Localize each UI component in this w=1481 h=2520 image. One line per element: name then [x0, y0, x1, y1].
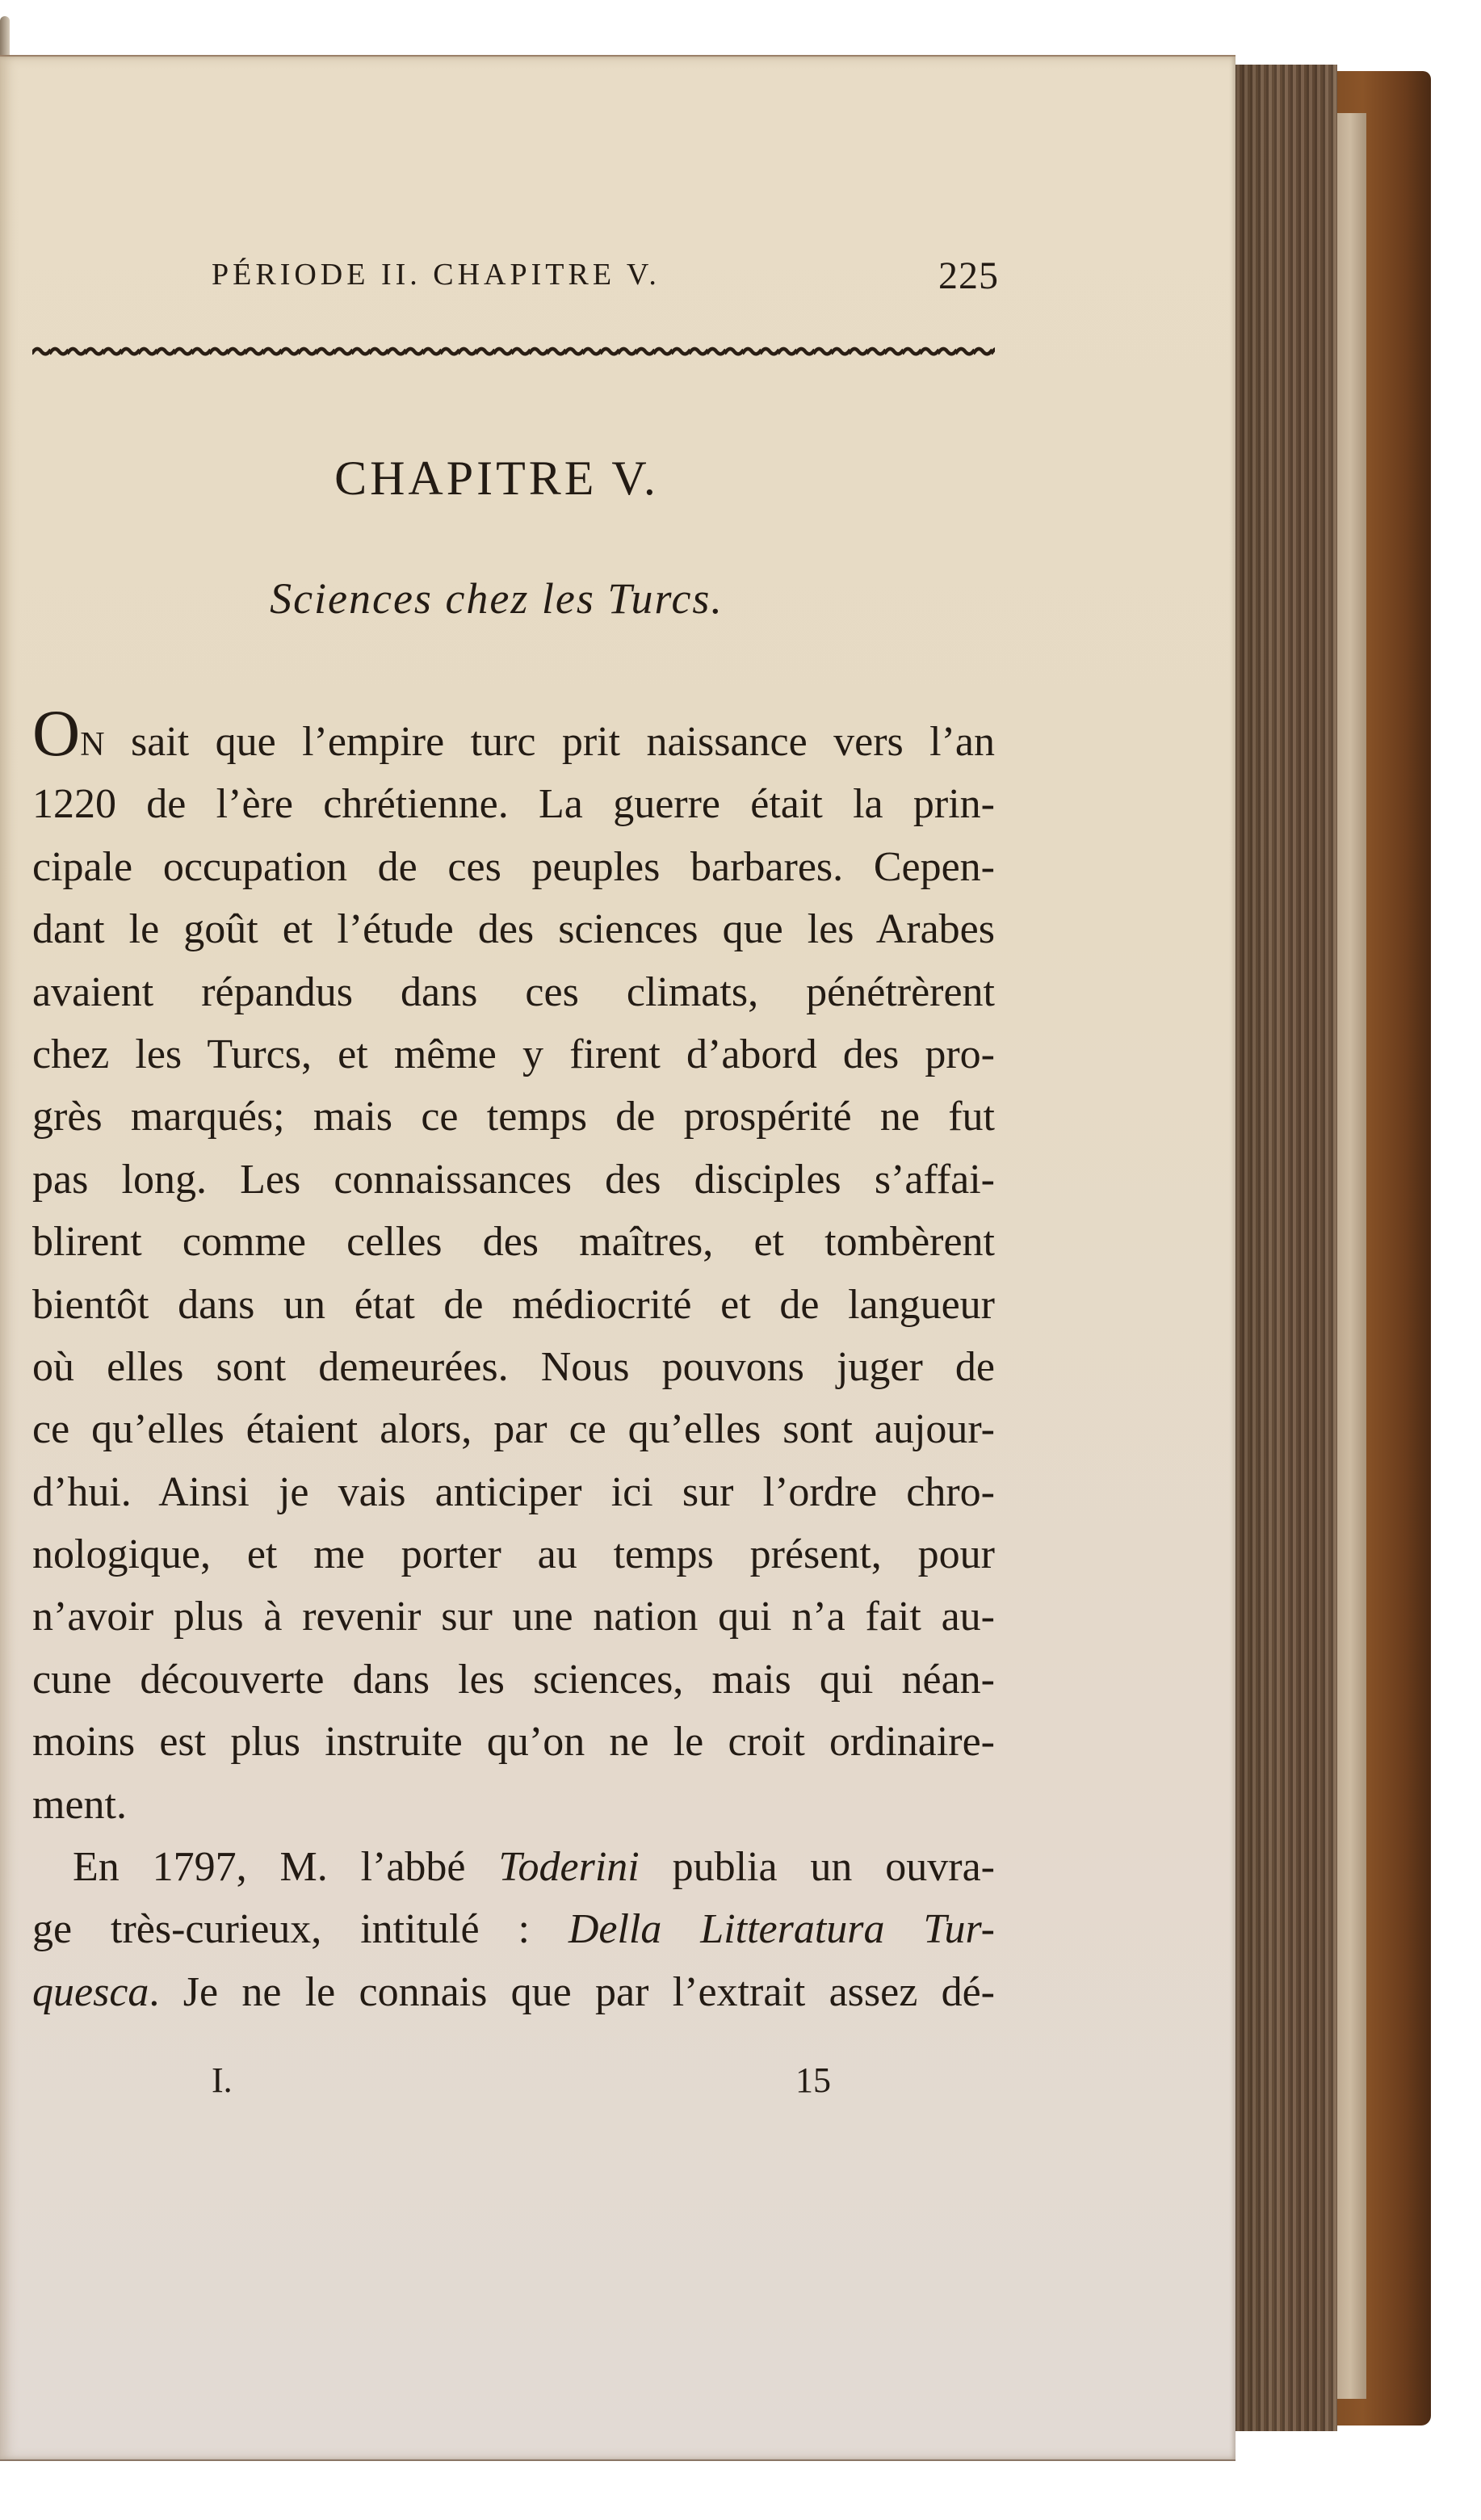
small-caps: N: [80, 726, 105, 763]
text-line: En 1797, M. l’abbé Toderini publia un ouvra-: [73, 1844, 995, 1891]
page-footer: [0, 2060, 993, 2116]
signature-mark: I.: [212, 2060, 233, 2100]
text-line: grès marqués; mais ce temps de prospérité ne fut: [32, 1094, 995, 1140]
page-number: 225: [938, 254, 999, 297]
initial-letter: O: [32, 696, 81, 770]
book-page: [0, 55, 1236, 2461]
italic-book-title: quesca: [32, 1968, 149, 2015]
chapter-subtitle: Sciences chez les Turcs.: [270, 574, 724, 623]
text-line: pas long. Les connaissances des disciples s’affai-: [32, 1156, 995, 1203]
text-line: d’hui. Ainsi je vais anticiper ici sur l’ordre chro-: [32, 1468, 995, 1515]
text-line: cune découverte dans les sciences, mais qui néan-: [32, 1656, 995, 1703]
text-line: nologique, et me porter au temps présent, pour: [32, 1531, 995, 1578]
italic-book-title: Della Litteratura Tur-: [568, 1906, 995, 1953]
text-line: 1220 de l’ère chrétienne. La guerre était la prin-: [32, 781, 995, 828]
text-line: dant le goût et l’étude des sciences que les Arabes: [32, 906, 995, 953]
text-line: ge très-curieux, intitulé : Della Litteratura Tur-: [32, 1906, 995, 1953]
page-fore-edge: [1234, 65, 1337, 2431]
text-line: blirent comme celles des maîtres, et tombèrent: [32, 1219, 995, 1266]
cover-inner-strip: [1334, 113, 1366, 2399]
text-line: ON sait que l’empire turc prit naissance vers l’an: [32, 696, 995, 770]
text-line: n’avoir plus à revenir sur une nation qui n’a fait au-: [32, 1594, 995, 1640]
running-head: [212, 254, 999, 305]
italic-name: Toderini: [498, 1844, 640, 1891]
running-head-title: PÉRIODE II. CHAPITRE V.: [212, 258, 661, 292]
text-line: quesca. Je ne le connais que par l’extrait assez dé-: [32, 1968, 995, 2015]
text-line: ment.: [32, 1781, 127, 1828]
text-line: moins est plus instruite qu’on ne le croit ordinaire-: [32, 1719, 995, 1766]
body-text: [32, 696, 995, 2023]
text-line: où elles sont demeurées. Nous pouvons juger de: [32, 1343, 995, 1390]
text-line: avaient répandus dans ces climats, pénétrèrent: [32, 968, 995, 1015]
chapter-title: CHAPITRE V.: [334, 452, 659, 505]
text-line: cipale occupation de ces peuples barbares. Cepen-: [32, 843, 995, 890]
text-line: chez les Turcs, et même y firent d’abord des pro-: [32, 1031, 995, 1077]
text-line: bientôt dans un état de médiocrité et de langueur: [32, 1281, 995, 1328]
text-line: ce qu’elles étaient alors, par ce qu’elles sont aujour-: [32, 1406, 995, 1453]
leaf-number: 15: [795, 2060, 831, 2100]
ornamental-rule: [32, 344, 995, 359]
